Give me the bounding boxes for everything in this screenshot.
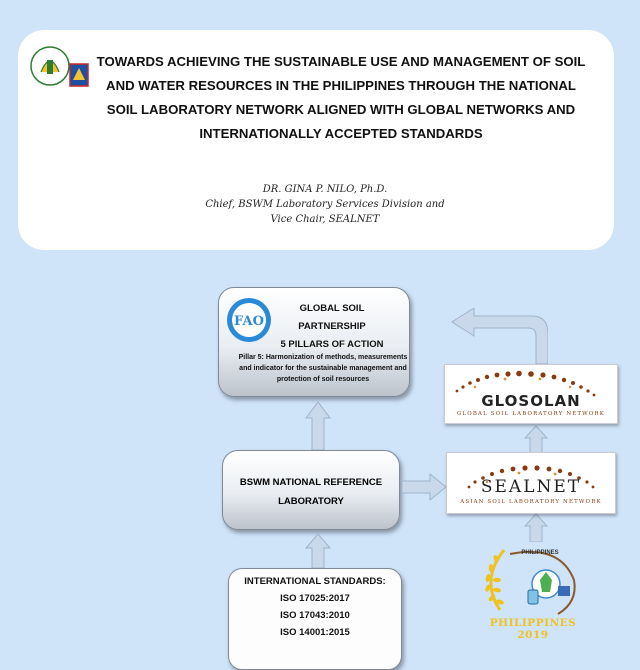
sealnet-subtitle: ASIAN SOIL LABORATORY NETWORK — [460, 499, 602, 505]
svg-text:PHILIPPINES: PHILIPPINES — [521, 550, 559, 556]
glosolan-subtitle: GLOBAL SOIL LABORATORY NETWORK — [456, 411, 606, 417]
standards-heading: INTERNATIONAL STANDARDS: — [244, 576, 386, 587]
author-block — [160, 182, 490, 227]
author-role-2: Vice Chair, SEALNET — [270, 214, 380, 225]
philippines-2019-label: PHILIPPINES 2019 — [489, 617, 577, 641]
arrow-right-to-sealnet — [400, 472, 448, 502]
fao-logo — [225, 296, 273, 344]
arrow-up-to-bswm — [304, 532, 332, 568]
standard-item: ISO 14001:2015 — [280, 627, 350, 638]
svg-text:FAO: FAO — [234, 314, 264, 329]
agency-logos — [28, 42, 92, 94]
standard-item: ISO 17043:2010 — [280, 610, 350, 621]
standards-box — [228, 568, 402, 670]
standard-item: ISO 17025:2017 — [280, 593, 350, 604]
document-title: TOWARDS ACHIEVING THE SUSTAINABLE USE AND MANAGEMENT OF SOIL AND WATER RESOURCES IN THE PHILIPPINES THROUGH THE NATIONAL SOIL LABORATORY NETWORK ALIGNED WITH GLOBAL NETWORKS AND INTERNATIONALLY ACCEPTED STANDARDS — [96, 54, 586, 141]
arrow-curved-to-gsp — [448, 308, 548, 366]
glosolan-name: GLOSOLAN — [481, 392, 581, 410]
gsp-line1: GLOBAL SOIL PARTNERSHIP — [298, 303, 366, 332]
gsp-heading — [277, 300, 387, 354]
bswm-label — [223, 473, 399, 511]
author-name: DR. GINA P. NILO, Ph.D. — [262, 184, 388, 195]
bswm-line2: LABORATORY — [278, 496, 344, 507]
bswm-line1: BSWM NATIONAL REFERENCE — [239, 477, 383, 488]
gsp-box — [218, 287, 410, 397]
arrow-up-to-gsp — [304, 400, 332, 450]
gsp-description: Pillar 5: Harmonization of methods, measurements and indicator for the sustainable management and protection of soil resources — [238, 354, 408, 383]
arrow-up-to-sealnet — [523, 512, 549, 542]
sealnet-name: SEALNET — [480, 477, 582, 497]
bswm-box — [222, 450, 400, 530]
author-role-1: Chief, BSWM Laboratory Services Division and — [205, 199, 445, 210]
arrow-up-to-glosolan — [523, 424, 549, 454]
sealnet-logo — [446, 452, 616, 514]
gsp-line2: 5 PILLARS OF ACTION — [280, 339, 384, 350]
glosolan-logo — [444, 364, 618, 424]
